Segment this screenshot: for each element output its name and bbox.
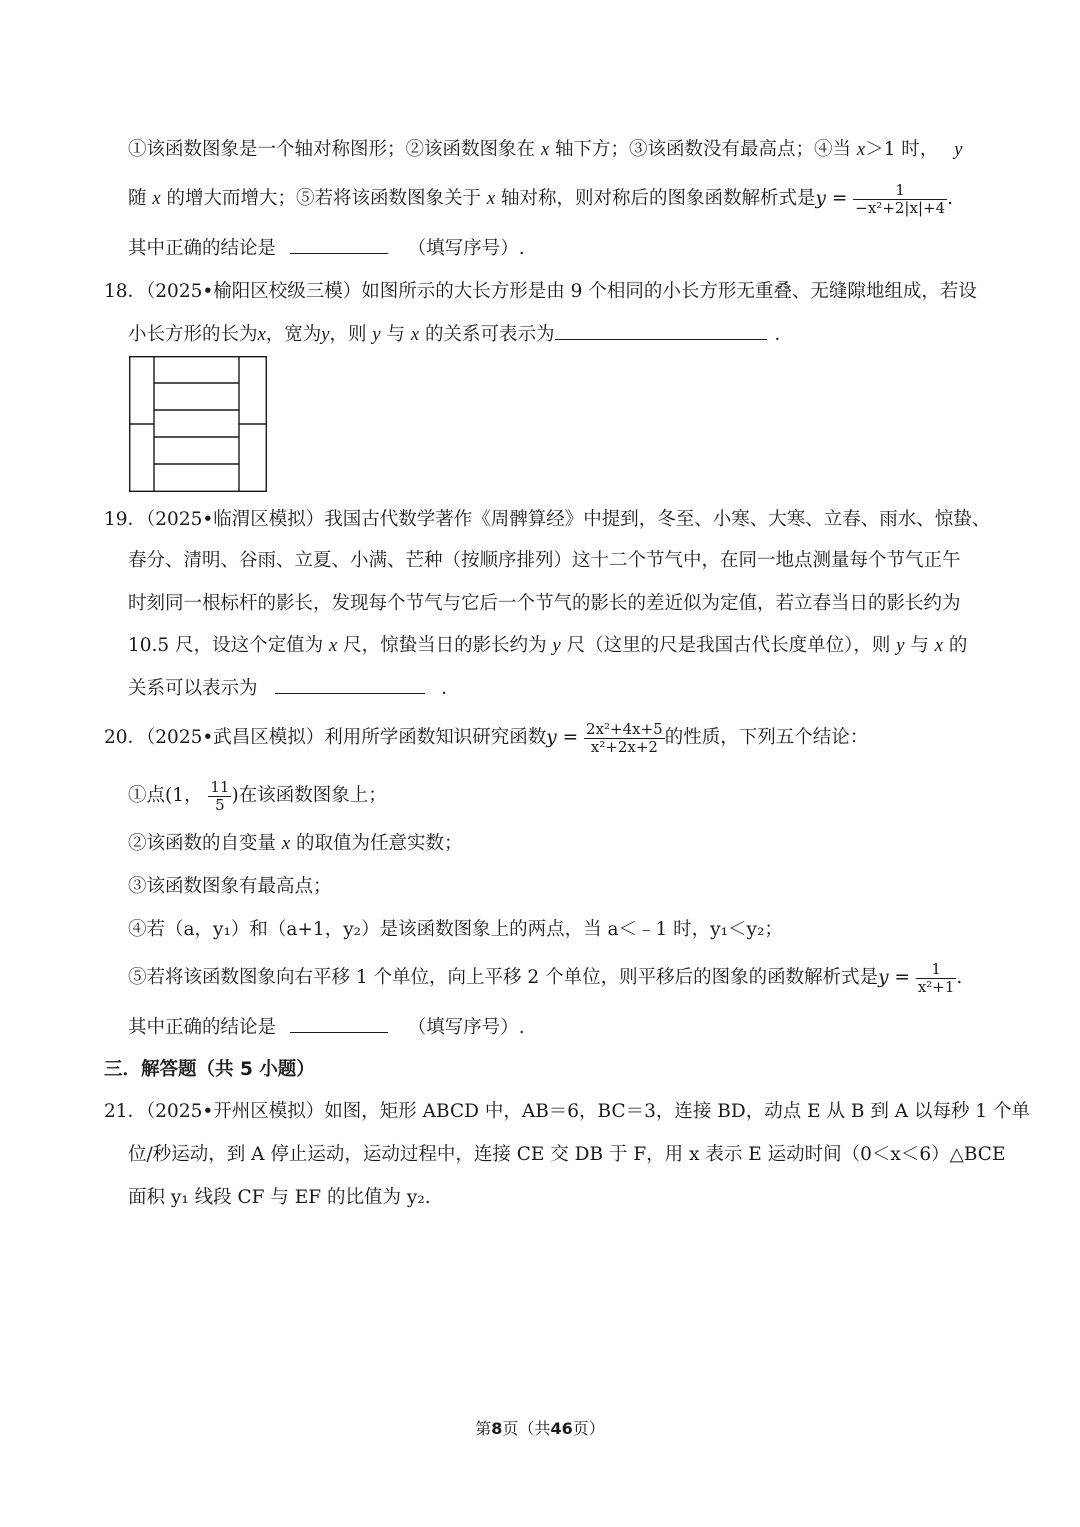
q17-text: 轴下方；③该函数没有最高点；④当 <box>555 139 852 160</box>
formula-lhs: y = <box>878 967 910 988</box>
var-y: y <box>321 325 330 345</box>
var-y: y <box>896 636 905 656</box>
fraction-numerator: 1 <box>895 180 905 199</box>
q18-text: ，则 <box>329 324 367 345</box>
q20-function-fraction <box>584 721 665 756</box>
q20-text: ①点(1， <box>128 785 203 806</box>
q17-text: 其中正确的结论是 <box>128 238 277 259</box>
q19-text: 10.5 尺，设这个定值为 <box>128 635 324 656</box>
q20-conclusion-1 <box>128 776 387 816</box>
var-y: y <box>954 140 963 160</box>
q17-text: （填写序号）. <box>407 238 525 259</box>
q20-text: ⑤若将该函数图象向右平移 1 个单位，向上平移 2 个单位，则平移后的图象的函数解析式是 <box>128 967 879 988</box>
answer-blank[interactable] <box>290 237 388 254</box>
footer-text: 页） <box>572 1419 605 1438</box>
var-y: y <box>552 636 561 656</box>
q18-text: 小长方形的长为 <box>128 324 258 345</box>
q17-line3 <box>128 236 525 262</box>
q18-text: 的关系可表示为 <box>425 324 555 345</box>
var-x: x <box>856 140 866 160</box>
answer-blank[interactable] <box>555 323 767 340</box>
fraction-numerator: 1 <box>931 959 941 978</box>
q18-rectangle-figure <box>129 356 267 492</box>
q20-text: ②该函数的自变量 <box>128 833 277 854</box>
q17-text: 随 <box>128 188 147 209</box>
q20-conclusion-2 <box>128 831 463 857</box>
q18-text: ． <box>774 324 794 345</box>
fraction-numerator: 2x²+4x+5 <box>586 719 663 738</box>
var-x: x <box>540 140 550 160</box>
var-x: x <box>934 636 943 656</box>
fraction-denominator: 5 <box>208 796 231 814</box>
var-x: x <box>328 636 338 656</box>
page-footer <box>0 1416 1080 1439</box>
formula-lhs: y = <box>546 727 579 748</box>
q19-text: 关系可以表示为 <box>128 678 258 699</box>
var-y: y <box>372 325 381 345</box>
q17-text: ＞1 时， <box>865 139 939 160</box>
var-x: x <box>410 325 420 345</box>
var-x: x <box>152 189 161 209</box>
q20-text: 的取值为任意实数； <box>296 833 463 854</box>
answer-blank[interactable] <box>275 677 425 694</box>
fraction-denominator: x²+1 <box>917 977 955 996</box>
q20-conclusion-4: ④若（a，y₁）和（a+1，y₂）是该函数图象上的两点，当 a＜﹣1 时，y₁＜y₂； <box>128 919 783 940</box>
fraction-denominator: x²+2x+2 <box>584 738 665 756</box>
var-x: x <box>281 834 291 854</box>
q19-text: ． <box>441 678 460 699</box>
q20-shift-fraction <box>916 961 957 996</box>
q21-line1: 21．（2025•开州区模拟）如图，矩形 ABCD 中，AB＝6，BC＝3，连接 BD，动点 E 从 B 到 A 以每秒 1 个单 <box>104 1101 1031 1122</box>
current-page: 8 <box>491 1419 503 1438</box>
section-heading: 三．解答题（共 5 小题） <box>104 1059 315 1080</box>
q19-line5 <box>128 676 460 702</box>
q20-label-line <box>104 718 868 758</box>
answer-blank[interactable] <box>290 1016 388 1033</box>
formula-lhs: y = <box>815 188 848 209</box>
total-pages: 46 <box>550 1419 573 1438</box>
q20-text: 20．（2025•武昌区模拟）利用所学函数知识研究函数 <box>104 727 547 748</box>
q18-text: ，宽为 <box>265 324 322 345</box>
q21-line2: 位/秒运动，到 A 停止运动，运动过程中，连接 CE 交 DB 于 F，用 x 表示 E 运动时间（0＜x＜6）△BCE <box>128 1144 1006 1165</box>
fraction-numerator: 11 <box>210 777 230 796</box>
footer-text: 第 <box>475 1419 492 1438</box>
q20-line-end <box>128 1015 525 1041</box>
q17-line2 <box>128 180 953 218</box>
period: . <box>947 188 954 209</box>
q17-text: ①该函数图象是一个轴对称图形；②该函数图象在 <box>128 139 536 160</box>
q19-line1: 19．（2025•临渭区模拟）我国古代数学著作《周髀算经》中提到，冬至、小寒、大寒、立春、雨水、惊蛰、 <box>104 509 991 530</box>
q17-text: 轴对称，则对称后的图象函数解析式是 <box>501 188 816 209</box>
fraction-denominator: −x²+2|x|+4 <box>855 198 946 217</box>
footer-text: 页（共 <box>502 1419 551 1438</box>
q19-text: 尺，惊蛰当日的影长约为 <box>343 635 547 656</box>
var-x: x <box>486 189 496 209</box>
var-x: x <box>257 325 266 345</box>
q18-line2 <box>128 322 793 348</box>
period: . <box>956 967 963 988</box>
q19-line2: 春分、清明、谷雨、立夏、小满、芒种（按顺序排列）这十二个节气中，在同一地点测量每个节气正午 <box>128 550 961 571</box>
q20-point-fraction <box>208 779 231 814</box>
q20-text: 其中正确的结论是 <box>128 1017 277 1038</box>
q19-line3: 时刻同一根标杆的影长，发现每个节气与它后一个节气的影长的差近似为定值，若立春当日的影长约为 <box>128 593 961 614</box>
q21-line3: 面积 y₁ 线段 CF 与 EF 的比值为 y₂. <box>128 1187 431 1208</box>
q20-conclusion-3: ③该函数图象有最高点； <box>128 876 332 897</box>
q20-text: 的性质，下列五个结论： <box>664 727 869 748</box>
q20-text: )在该函数图象上； <box>231 785 387 806</box>
q17-text: 的增大而增大；⑤若将该函数图象关于 <box>166 188 482 209</box>
q19-text: 的 <box>948 635 968 656</box>
q17-formula-fraction <box>853 182 947 217</box>
q19-text: 与 <box>910 635 929 656</box>
q17-line1 <box>128 137 963 163</box>
q18-text: 与 <box>386 324 405 345</box>
q18-label: 18．（2025•榆阳区校级三模）如图所示的大长方形是由 9 个相同的小长方形无重叠、无缝隙地组成，若设 <box>104 281 977 302</box>
q20-conclusion-5 <box>128 958 962 998</box>
q20-text: （填写序号）. <box>407 1017 525 1038</box>
q19-text: 尺（这里的尺是我国古代长度单位），则 <box>566 635 891 656</box>
q19-line4 <box>128 633 967 659</box>
